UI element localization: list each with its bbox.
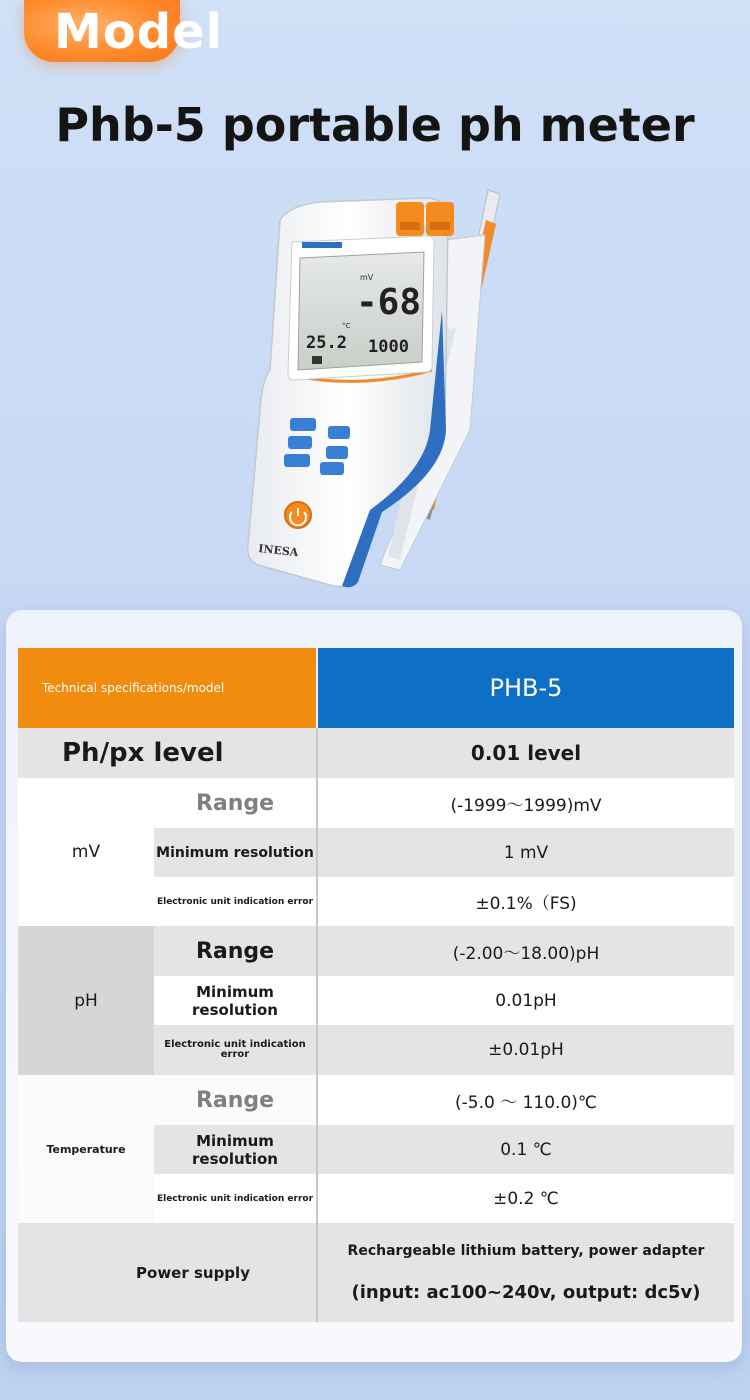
mv-range-value: (-1999～1999)mV [318, 778, 734, 828]
group-label-ph: pH [18, 926, 154, 1075]
lcd-unit-label: mV [360, 273, 374, 282]
table-header-left: Technical specifications/model [18, 648, 316, 728]
brand-label: INESA [257, 542, 299, 560]
ph-error-label: Electronic unit indication error [154, 1025, 316, 1075]
brand-logo-strip [302, 242, 342, 248]
lcd-temp-unit: °C [342, 322, 351, 330]
table-header-model: PHB-5 [318, 648, 734, 728]
lcd-secondary-reading: 1000 [368, 337, 409, 357]
mv-resolution-label: Minimum resolution [154, 828, 316, 877]
temp-error-value: ±0.2 ℃ [318, 1174, 734, 1223]
ph-error-value: ±0.01pH [318, 1025, 734, 1075]
column-divider [316, 728, 318, 1322]
power-supply-line-2: (input: ac100~240v, output: dc5v) [351, 1281, 701, 1303]
model-badge-label: Model [54, 4, 224, 60]
lcd-main-reading: -68 [356, 282, 422, 323]
lcd-temperature: 25.2 [306, 333, 347, 353]
mv-error-value: ±0.1%（FS) [318, 877, 734, 926]
mv-error-label: Electronic unit indication error [154, 877, 316, 926]
spec-table [18, 648, 734, 1322]
power-supply-label: Power supply [18, 1223, 316, 1322]
battery-icon [312, 356, 322, 364]
temp-error-label: Electronic unit indication error [154, 1174, 316, 1223]
temp-resolution-value: 0.1 ℃ [318, 1125, 734, 1174]
ph-resolution-value: 0.01pH [318, 976, 734, 1025]
temp-range-label: Range [154, 1075, 316, 1125]
page-title: Phb-5 portable ph meter [55, 98, 695, 152]
group-label-mv: mV [18, 778, 154, 926]
group-label-temperature: Temperature [18, 1075, 154, 1223]
ph-range-label: Range [154, 926, 316, 976]
mv-range-label: Range [154, 778, 316, 828]
ph-meter-image [220, 180, 540, 600]
temp-range-value: (-5.0 ～ 110.0)℃ [318, 1075, 734, 1125]
ph-range-value: (-2.00～18.00)pH [318, 926, 734, 976]
ph-resolution-label: Minimum resolution [154, 976, 316, 1025]
power-supply-line-1: Rechargeable lithium battery, power adapter [347, 1242, 705, 1259]
mv-resolution-value: 1 mV [318, 828, 734, 877]
level-label: Ph/px level [18, 728, 316, 778]
level-value: 0.01 level [318, 728, 734, 778]
temp-resolution-label: Minimum resolution [154, 1125, 316, 1174]
power-supply-value [318, 1223, 734, 1322]
